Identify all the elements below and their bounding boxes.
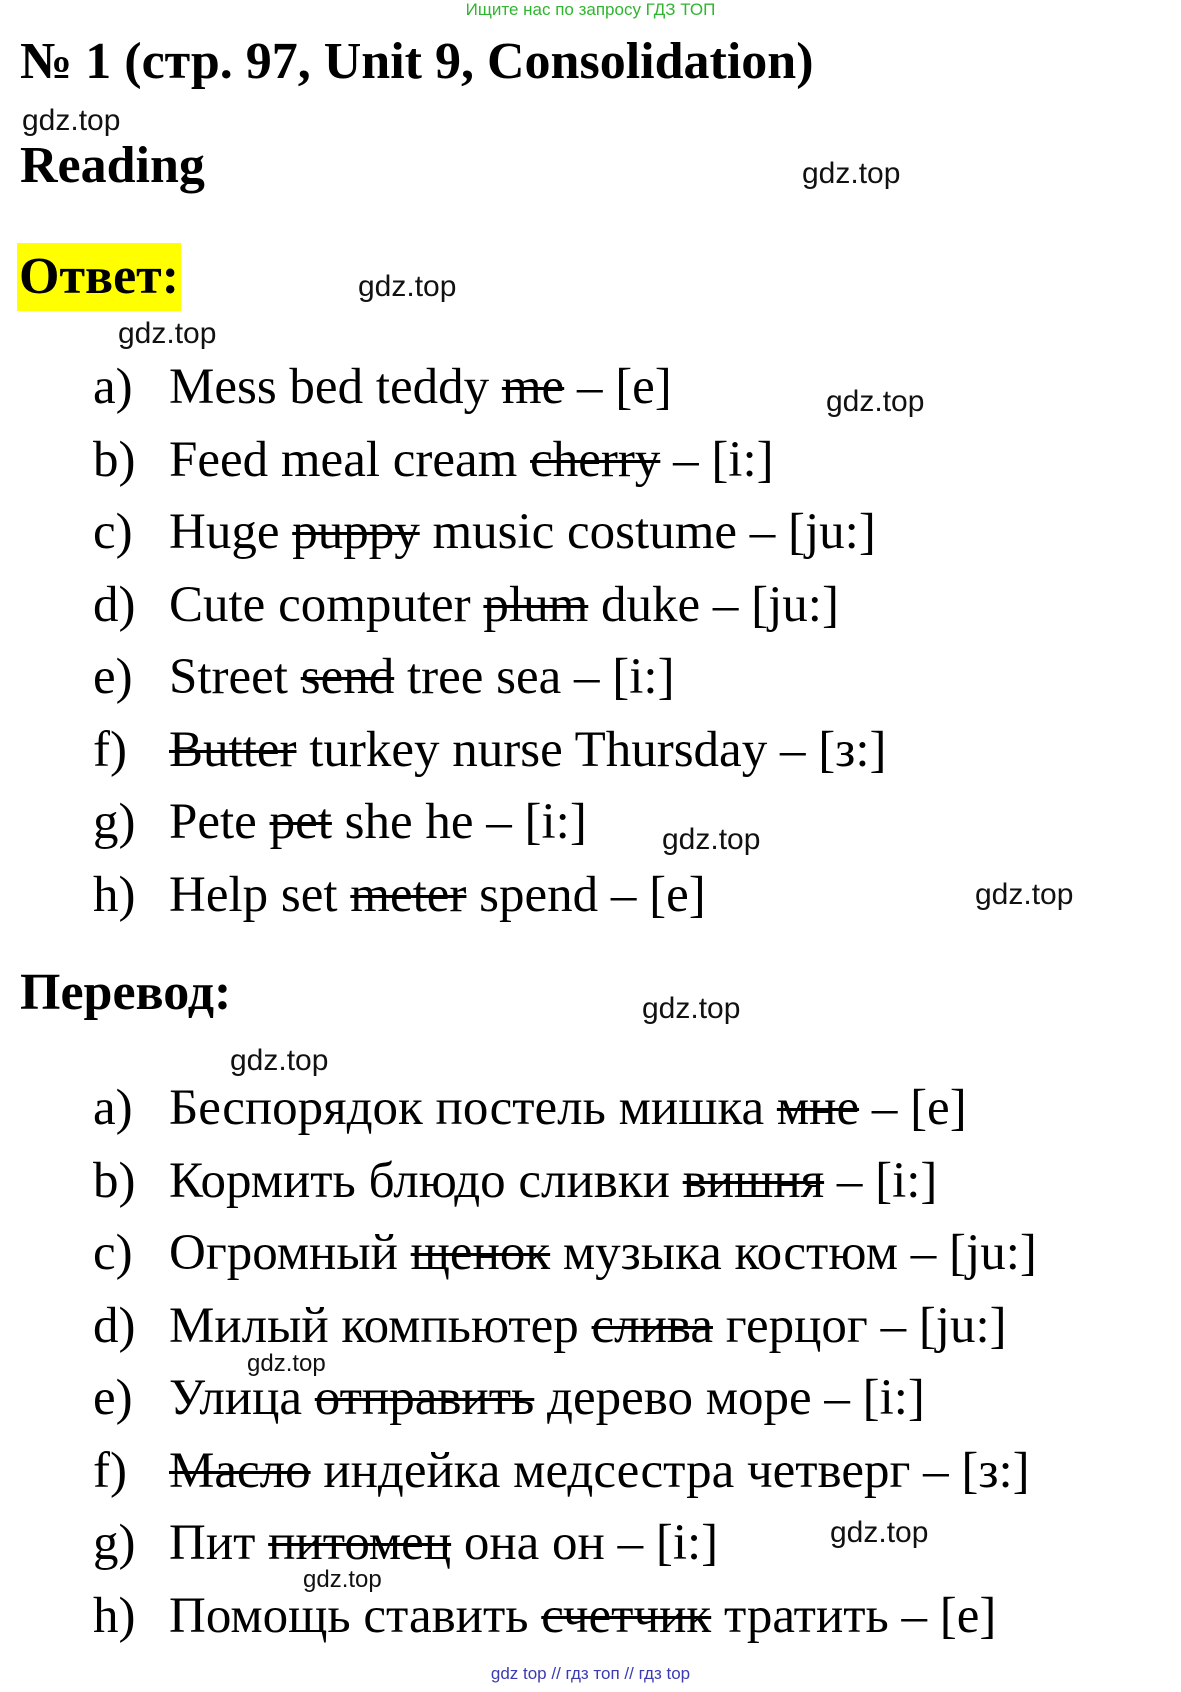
- struck-word: cherry: [530, 431, 661, 488]
- struck-word: plum: [483, 576, 589, 633]
- answer-item: [93, 501, 876, 563]
- section-heading: Reading: [20, 137, 205, 194]
- item-text: – [i:]: [660, 431, 774, 488]
- item-text: Помощь ставить: [169, 1587, 542, 1644]
- item-letter: d): [93, 1297, 136, 1354]
- item-letter: a): [93, 1080, 133, 1136]
- watermark: gdz.top: [230, 1044, 329, 1077]
- watermark: gdz.top: [22, 104, 121, 137]
- item-text: тратить – [e]: [711, 1587, 997, 1644]
- answer-item: [93, 574, 839, 636]
- watermark: gdz.top: [358, 270, 457, 303]
- answer-item: [93, 646, 675, 708]
- item-letter: f): [93, 721, 127, 778]
- item-text: music costume – [ju:]: [419, 504, 876, 560]
- struck-word: Butter: [169, 721, 297, 778]
- footer-link[interactable]: gdz top: [490, 1664, 547, 1683]
- watermark: gdz.top: [830, 1516, 929, 1549]
- struck-word: вишня: [682, 1152, 825, 1209]
- answer-item: [93, 864, 706, 926]
- item-text: Huge: [169, 504, 293, 560]
- item-text: tree sea – [i:]: [394, 649, 675, 705]
- struck-word: me: [501, 359, 565, 415]
- struck-word: pet: [269, 794, 332, 850]
- struck-word: слива: [591, 1297, 713, 1354]
- item-letter: h): [93, 866, 136, 923]
- answer-item: [93, 429, 774, 491]
- watermark: gdz.top: [975, 878, 1074, 911]
- watermark: gdz.top: [826, 385, 925, 418]
- watermark: gdz.top: [802, 157, 901, 190]
- item-text: Cute computer: [169, 576, 484, 633]
- answer-item: [93, 719, 886, 781]
- item-letter: c): [93, 504, 133, 560]
- item-letter: h): [93, 1587, 136, 1644]
- struck-word: send: [300, 649, 395, 705]
- item-letter: f): [93, 1442, 127, 1499]
- item-text: Pete: [169, 794, 270, 850]
- item-text: duke – [ju:]: [588, 576, 839, 633]
- item-text: – [e]: [564, 359, 672, 415]
- item-letter: a): [93, 359, 133, 415]
- footer-separator: //: [624, 1664, 634, 1683]
- item-text: музыка костюм – [ju:]: [550, 1225, 1037, 1281]
- answer-item: [93, 791, 587, 853]
- item-text: turkey nurse Thursday – [з:]: [296, 721, 887, 778]
- item-text: Улица: [169, 1370, 315, 1426]
- item-letter: e): [93, 649, 133, 705]
- translation-item: [93, 1150, 937, 1212]
- item-text: Street: [169, 649, 301, 705]
- struck-word: питомец: [268, 1515, 452, 1571]
- translation-item: [93, 1585, 996, 1647]
- item-text: – [i:]: [824, 1152, 938, 1209]
- item-text: Кормить блюдо сливки: [169, 1152, 683, 1209]
- watermark: gdz.top: [642, 992, 741, 1025]
- translation-item: [93, 1512, 718, 1574]
- item-text: она он – [i:]: [451, 1515, 719, 1571]
- item-text: – [e]: [859, 1080, 967, 1136]
- translation-item: [93, 1222, 1037, 1284]
- item-text: Огромный: [169, 1225, 411, 1281]
- translation-item: [93, 1440, 1030, 1502]
- page-title: № 1 (стр. 97, Unit 9, Consolidation): [20, 33, 814, 90]
- translation-item: [93, 1295, 1007, 1357]
- watermark: gdz.top: [303, 1566, 382, 1593]
- struck-word: puppy: [292, 504, 420, 560]
- item-text: she he – [i:]: [331, 794, 587, 850]
- item-letter: b): [93, 1152, 136, 1209]
- struck-word: счетчик: [541, 1587, 712, 1644]
- item-text: Милый компьютер: [169, 1297, 592, 1354]
- translation-item: [93, 1367, 925, 1429]
- struck-word: щенок: [410, 1225, 551, 1281]
- watermark: gdz.top: [247, 1350, 326, 1377]
- item-letter: e): [93, 1370, 133, 1426]
- footer-links: [0, 1664, 1181, 1684]
- item-text: Help set: [169, 866, 351, 923]
- watermark: gdz.top: [118, 317, 217, 350]
- translation-item: [93, 1077, 967, 1139]
- item-text: Feed meal cream: [169, 431, 531, 488]
- item-text: Пит: [169, 1515, 269, 1571]
- item-text: Mess bed teddy: [169, 359, 502, 415]
- struck-word: отправить: [314, 1370, 535, 1426]
- item-letter: b): [93, 431, 136, 488]
- answer-label: Ответ:: [17, 243, 181, 311]
- footer-link[interactable]: гдз топ: [565, 1664, 620, 1683]
- item-text: герцог – [ju:]: [712, 1297, 1007, 1354]
- translation-label: Перевод:: [20, 964, 232, 1021]
- footer-link[interactable]: гдз top: [638, 1664, 691, 1683]
- item-text: индейка медсестра четверг – [з:]: [310, 1442, 1030, 1499]
- top-note: Ищите нас по запросу ГДЗ ТОП: [465, 0, 716, 19]
- watermark: gdz.top: [662, 823, 761, 856]
- struck-word: meter: [350, 866, 467, 923]
- item-text: spend – [e]: [466, 866, 706, 923]
- struck-word: Масло: [169, 1442, 311, 1499]
- struck-word: мне: [776, 1080, 860, 1136]
- item-text: Беспорядок постель мишка: [169, 1080, 777, 1136]
- answer-item: [93, 356, 672, 418]
- item-letter: c): [93, 1225, 133, 1281]
- footer-separator: //: [551, 1664, 561, 1683]
- item-text: дерево море – [i:]: [534, 1370, 925, 1426]
- item-letter: g): [93, 1515, 136, 1571]
- item-letter: d): [93, 576, 136, 633]
- item-letter: g): [93, 794, 136, 850]
